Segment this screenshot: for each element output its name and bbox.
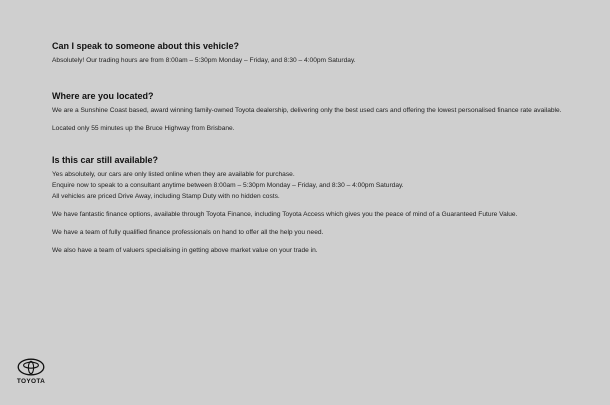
faq-answer-line: Yes absolutely, our cars are only listed online when they are available for purchase. [52,171,295,178]
faq-answer: We have fantastic finance options, available through Toyota Finance, including Toyota Access which gives you the peace of mind of a Guaranteed Future Value. [52,211,518,218]
faq-section-availability [52,154,572,256]
faq-question: Can I speak to someone about this vehicle? [52,41,240,51]
toyota-emblem-icon [17,358,45,376]
faq-question: Is this car still available? [52,155,159,165]
faq-question: Where are you located? [52,91,154,101]
faq-section-location [52,90,572,134]
faq-answer: Absolutely! Our trading hours are from 8:00am – 5:30pm Monday – Friday, and 8:30 – 4:00pm Saturday. [52,57,356,64]
faq-answer: Located only 55 minutes up the Bruce Highway from Brisbane. [52,125,235,132]
faq-answer: We have a team of fully qualified finance professionals on hand to offer all the help you need. [52,229,324,236]
faq-section-contact [52,40,572,66]
faq-answer-line: Enquire now to speak to a consultant anytime between 8:00am – 5:30pm Monday – Friday, and 8:30 – 4:00pm Saturday. [52,182,404,189]
toyota-wordmark: TOYOTA [16,378,46,385]
faq-answer: We are a Sunshine Coast based, award winning family-owned Toyota dealership, delivering only the best used cars and offering the lowest personalised finance rate available. [52,107,562,114]
faq-content [52,40,572,256]
faq-answer-line: All vehicles are priced Drive Away, including Stamp Duty with no hidden costs. [52,193,280,200]
faq-answer: We also have a team of valuers specialising in getting above market value on your trade in. [52,247,318,254]
toyota-logo [14,358,48,385]
